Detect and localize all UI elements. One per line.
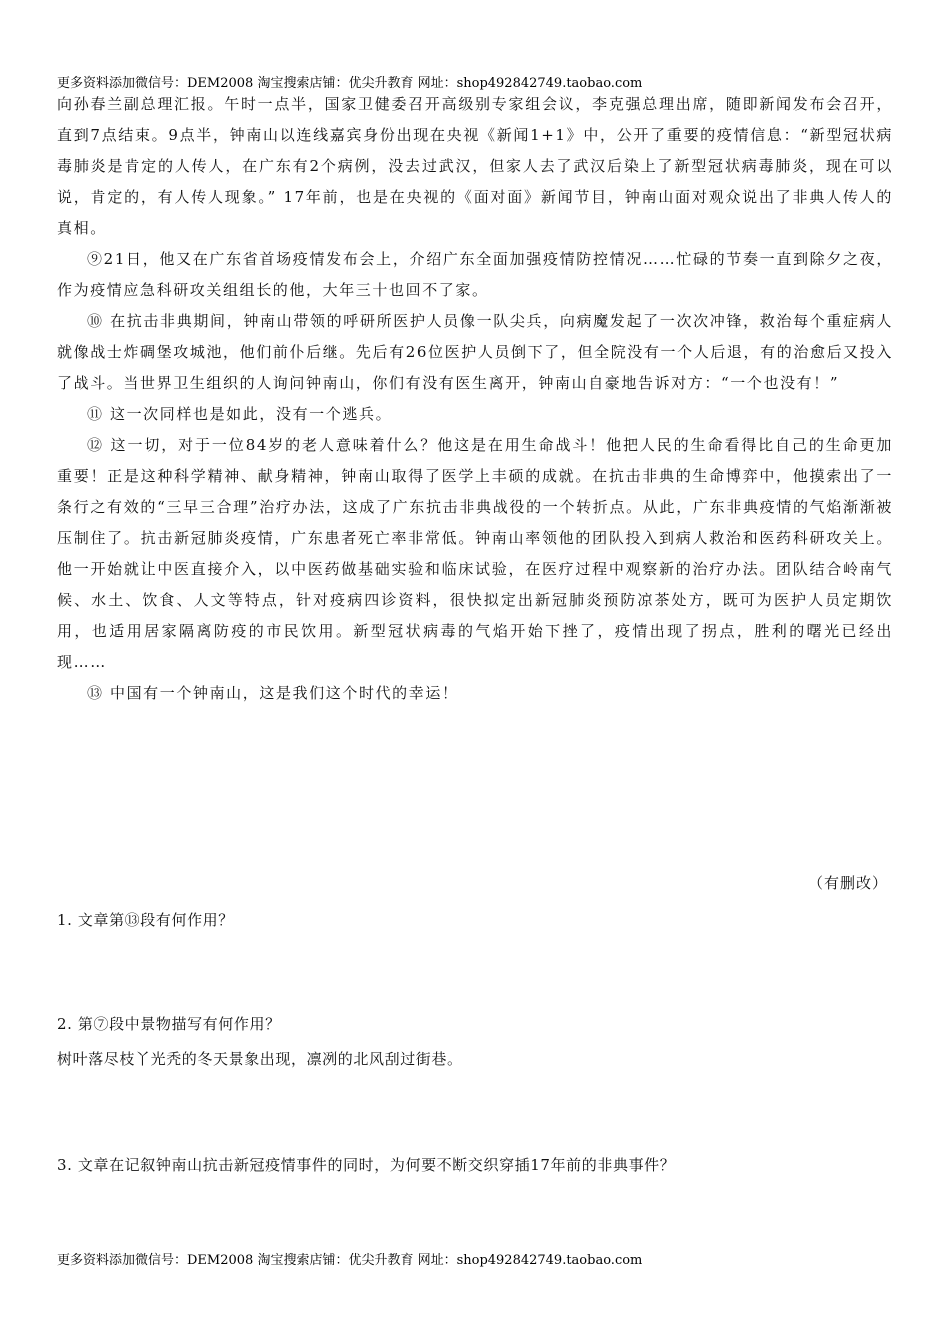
paragraph-9: ⑨21日，他又在广东省首场疫情发布会上，介绍广东全面加强疫情防控情况……忙碌的节奏一直到除夕之夜，作为疫情应急科研攻关组组长的他，大年三十也回不了家。: [57, 250, 893, 299]
question-2: 2. 第⑦段中景物描写有何作用？: [57, 1015, 281, 1033]
paragraph-11: ⑪ 这一次同样也是如此，没有一个逃兵。: [87, 405, 393, 423]
question-1: 1. 文章第⑬段有何作用？: [57, 911, 234, 929]
article-body: [57, 89, 893, 709]
paragraph-continued: 向孙春兰副总理汇报。午时一点半，国家卫健委召开高级别专家组会议，李克强总理出席，随即新闻发布会召开，直到7点结束。9点半，钟南山以连线嘉宾身份出现在央视《新闻1+1》中，公开了重要的疫情信息：“新型冠状病毒肺炎是肯定的人传人，在广东有2个病例，没去过武汉，但家人去了武汉后染上了新型冠状病毒肺炎，现在可以说，肯定的，有人传人现象。” 17年前，也是在央视的《面对面》新闻节目，钟南山面对观众说出了非典人传人的真相。: [57, 95, 893, 237]
answer-2: 树叶落尽枝丫光秃的冬天景象出现，凛冽的北风刮过街巷。: [57, 1050, 463, 1068]
page-header: 更多资料添加微信号：DEM2008 淘宝搜索店铺：优尖升教育 网址：shop492842749.taobao.com: [57, 76, 643, 91]
page-footer: 更多资料添加微信号：DEM2008 淘宝搜索店铺：优尖升教育 网址：shop492842749.taobao.com: [57, 1253, 643, 1268]
paragraph-13: ⑬ 中国有一个钟南山，这是我们这个时代的幸运！: [87, 684, 459, 702]
paragraph-10: ⑩ 在抗击非典期间，钟南山带领的呼研所医护人员像一队尖兵，向病魔发起了一次次冲锋，救治每个重症病人就像战士炸碉堡攻城池，他们前仆后继。先后有26位医护人员倒下了，但全院没有一个人后退，有的治愈后又投入了战斗。当世界卫生组织的人询问钟南山，你们有没有医生离开，钟南山自豪地告诉对方：“一个也没有！”: [57, 312, 893, 392]
source-note: （有删改）: [807, 874, 888, 892]
paragraph-12: ⑫ 这一切，对于一位84岁的老人意味着什么？他这是在用生命战斗！他把人民的生命看得比自己的生命更加重要！正是这种科学精神、献身精神，钟南山取得了医学上丰硕的成就。在抗击非典的生命博弈中，他摸索出了一条行之有效的“三早三合理”治疗办法，这成了广东抗击非典战役的一个转折点。从此，广东非典疫情的气焰渐渐被压制住了。抗击新冠肺炎疫情，广东患者死亡率非常低。钟南山率领他的团队投入到病人救治和医药科研攻关上。他一开始就让中医直接介入，以中医药做基础实验和临床试验，在医疗过程中观察新的治疗办法。团队结合岭南气候、水土、饮食、人文等特点，针对疫病四诊资料，很快拟定出新冠肺炎预防凉茶处方，既可为医护人员定期饮用，也适用居家隔离防疫的市民饮用。新型冠状病毒的气焰开始下挫了，疫情出现了拐点，胜利的曙光已经出现……: [57, 436, 893, 671]
question-3: 3. 文章在记叙钟南山抗击新冠疫情事件的同时，为何要不断交织穿插17年前的非典事件？: [57, 1156, 676, 1174]
